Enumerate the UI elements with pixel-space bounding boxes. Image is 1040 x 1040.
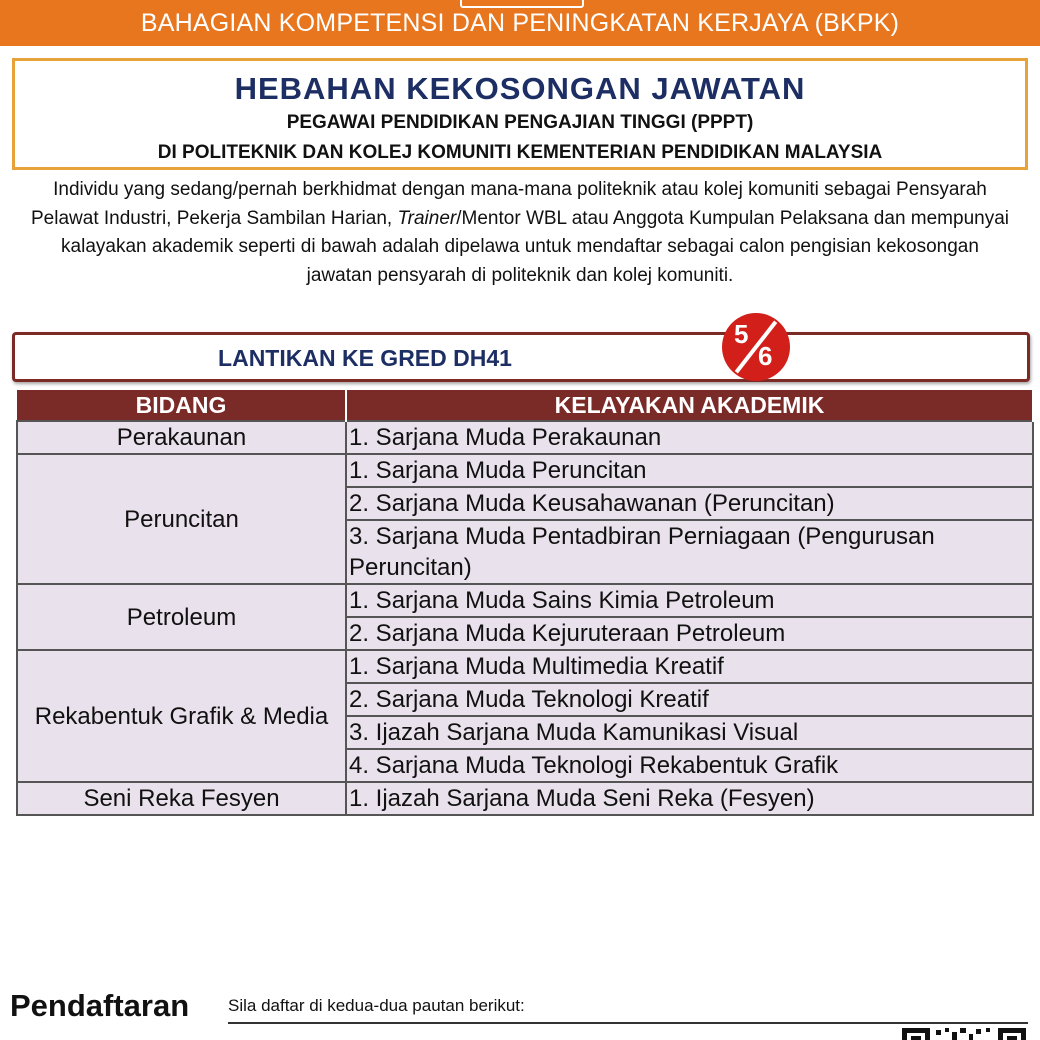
bidang-cell: Perakaunan (17, 421, 346, 454)
registration-divider (228, 1022, 1028, 1024)
badge-page-total: 6 (758, 341, 773, 371)
page-badge-icon (722, 313, 790, 381)
table-header-row (17, 390, 1033, 421)
registration-note: Sila daftar di kedua-dua pautan berikut: (228, 996, 525, 1015)
kelayakan-cell: 2. Sarjana Muda Keusahawanan (Peruncitan) (346, 487, 1033, 520)
page-title: HEBAHAN KEKOSONGAN JAWATAN (234, 71, 806, 106)
header-kelayakan: KELAYAKAN AKADEMIK (346, 390, 1033, 421)
kelayakan-cell: 1. Sarjana Muda Peruncitan (346, 454, 1033, 487)
qr-code-icon[interactable] (900, 1026, 1030, 1040)
table-row (17, 584, 1033, 617)
intro-text-2: /Mentor WBL atau Anggota Kumpulan Pelaksana dan mempunyai kalayakan akademik seperti di bawah adalah dipelawa untuk mendaftar sebagai calon pengisian kekosongan jawatan pensyarah di politeknik dan kolej komuniti. (61, 207, 1009, 286)
kelayakan-cell: 1. Sarjana Muda Multimedia Kreatif (346, 650, 1033, 683)
table-row (17, 650, 1033, 683)
qualifications-table (16, 390, 1034, 816)
kelayakan-cell: 4. Sarjana Muda Teknologi Rekabentuk Grafik (346, 749, 1033, 782)
kelayakan-cell: 3. Ijazah Sarjana Muda Kamunikasi Visual (346, 716, 1033, 749)
badge-page-current: 5 (734, 319, 749, 349)
intro-paragraph (30, 176, 1010, 290)
page-subtitle-1: PEGAWAI PENDIDIKAN PENGAJIAN TINGGI (PPPT) (286, 112, 754, 133)
kelayakan-cell: 1. Ijazah Sarjana Muda Seni Reka (Fesyen) (346, 782, 1033, 815)
bidang-cell: Seni Reka Fesyen (17, 782, 346, 815)
kelayakan-cell: 1. Sarjana Muda Perakaunan (346, 421, 1033, 454)
table-row (17, 782, 1033, 815)
table-row (17, 421, 1033, 454)
intro-trainer: Trainer (397, 207, 457, 229)
kelayakan-cell: 2. Sarjana Muda Teknologi Kreatif (346, 683, 1033, 716)
intro-text-1: Individu yang sedang/pernah berkhidmat dengan mana-mana politeknik atau kolej komuniti sebagai Pensyarah Pelawat Industri, Pekerja Sambilan Harian, (31, 179, 987, 229)
bidang-cell: Peruncitan (17, 454, 346, 584)
kelayakan-cell: 2. Sarjana Muda Kejuruteraan Petroleum (346, 617, 1033, 650)
registration-heading: Pendaftaran (10, 988, 190, 1023)
grade-label: LANTIKAN KE GRED DH41 (218, 345, 512, 371)
header-bidang: BIDANG (17, 390, 346, 421)
top-banner (0, 0, 1040, 46)
kelayakan-cell: 1. Sarjana Muda Sains Kimia Petroleum (346, 584, 1033, 617)
title-box (12, 58, 1028, 170)
grade-box (12, 332, 1030, 382)
bidang-cell: Rekabentuk Grafik & Media (17, 650, 346, 782)
bidang-cell: Petroleum (17, 584, 346, 650)
table-row (17, 454, 1033, 487)
kelayakan-cell: 3. Sarjana Muda Pentadbiran Perniagaan (Pengurusan Peruncitan) (346, 520, 1033, 584)
page-subtitle-2: DI POLITEKNIK DAN KOLEJ KOMUNITI KEMENTERIAN PENDIDIKAN MALAYSIA (157, 142, 883, 163)
partial-title-box (460, 0, 584, 8)
banner-text: BAHAGIAN KOMPETENSI DAN PENINGKATAN KERJAYA (BKPK) (140, 9, 900, 37)
